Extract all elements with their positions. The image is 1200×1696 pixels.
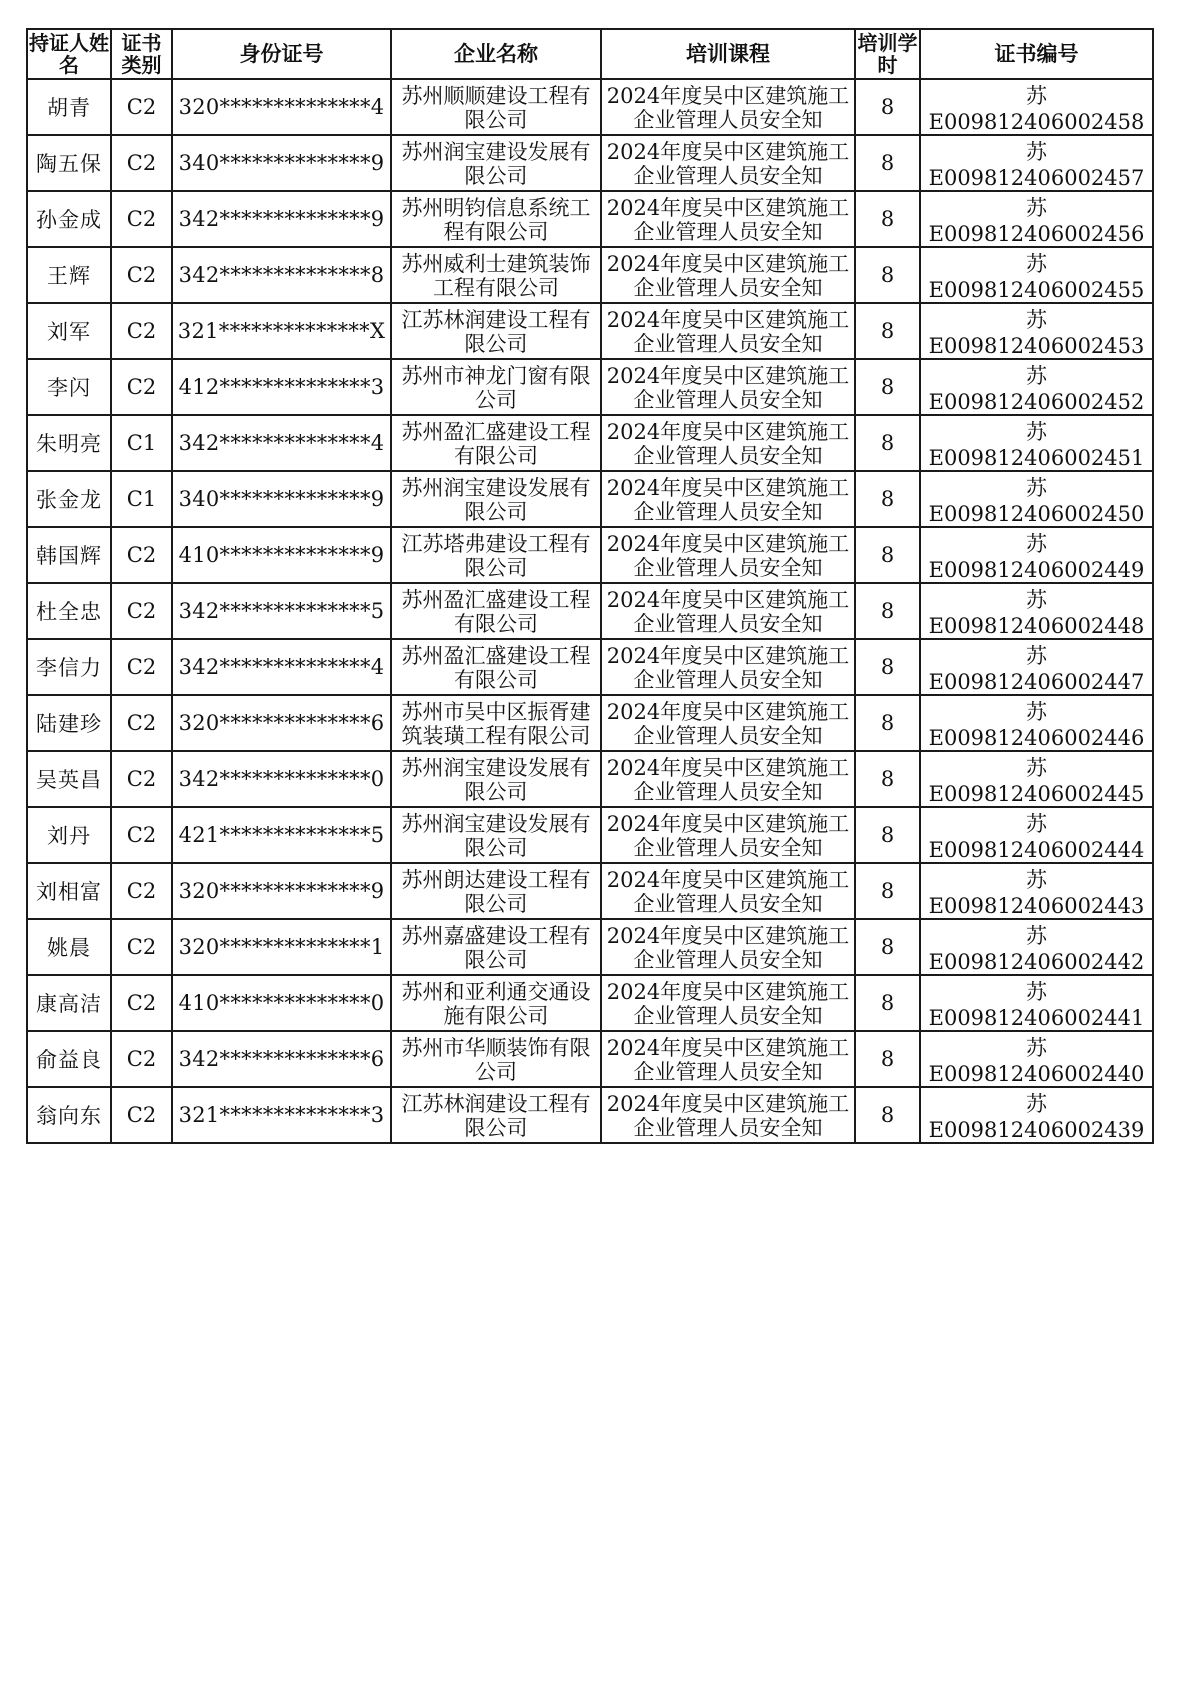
cell-name: 韩国辉 bbox=[27, 527, 111, 583]
cell-company-text: 苏州威利士建筑装饰工程有限公司 bbox=[401, 251, 591, 299]
cell-course-text: 2024年度吴中区建筑施工企业管理人员安全知 bbox=[606, 755, 850, 803]
cell-category: C2 bbox=[111, 1031, 172, 1087]
cell-course-text: 2024年度吴中区建筑施工企业管理人员安全知 bbox=[606, 419, 850, 467]
table-row bbox=[27, 919, 1153, 975]
cell-hours: 8 bbox=[855, 79, 920, 135]
cell-category: C1 bbox=[111, 471, 172, 527]
cell-id-number: 342**************6 bbox=[172, 1031, 391, 1087]
cell-name: 姚晨 bbox=[27, 919, 111, 975]
cell-cert-no: 苏E009812406002442 bbox=[920, 919, 1153, 975]
cell-id-number: 320**************9 bbox=[172, 863, 391, 919]
table-body bbox=[27, 79, 1153, 1143]
cell-id-number: 342**************8 bbox=[172, 247, 391, 303]
cell-course-text: 2024年度吴中区建筑施工企业管理人员安全知 bbox=[606, 699, 850, 747]
cell-company bbox=[391, 1031, 601, 1087]
cell-course-text: 2024年度吴中区建筑施工企业管理人员安全知 bbox=[606, 475, 850, 523]
cell-course bbox=[601, 583, 855, 639]
cell-cert-no: 苏E009812406002441 bbox=[920, 975, 1153, 1031]
cell-course bbox=[601, 415, 855, 471]
cell-category: C2 bbox=[111, 919, 172, 975]
header-company: 企业名称 bbox=[391, 29, 601, 79]
cell-category: C2 bbox=[111, 191, 172, 247]
cell-company-text: 苏州市华顺装饰有限公司 bbox=[401, 1035, 591, 1083]
cell-company bbox=[391, 527, 601, 583]
cell-company bbox=[391, 863, 601, 919]
table-row bbox=[27, 639, 1153, 695]
cell-course-text: 2024年度吴中区建筑施工企业管理人员安全知 bbox=[606, 643, 850, 691]
cell-course bbox=[601, 919, 855, 975]
cell-id-number: 342**************4 bbox=[172, 639, 391, 695]
cell-course bbox=[601, 1031, 855, 1087]
cell-id-number: 342**************0 bbox=[172, 751, 391, 807]
table-row bbox=[27, 191, 1153, 247]
cell-cert-no: 苏E009812406002447 bbox=[920, 639, 1153, 695]
cell-cert-no: 苏E009812406002455 bbox=[920, 247, 1153, 303]
cell-category: C2 bbox=[111, 807, 172, 863]
cell-course bbox=[601, 191, 855, 247]
header-hours: 培训学时 bbox=[855, 29, 920, 79]
cell-cert-no: 苏E009812406002452 bbox=[920, 359, 1153, 415]
cell-cert-no: 苏E009812406002444 bbox=[920, 807, 1153, 863]
cell-hours: 8 bbox=[855, 359, 920, 415]
cell-cert-no: 苏E009812406002457 bbox=[920, 135, 1153, 191]
cell-company bbox=[391, 583, 601, 639]
cell-hours: 8 bbox=[855, 975, 920, 1031]
cell-hours: 8 bbox=[855, 1031, 920, 1087]
table-row bbox=[27, 975, 1153, 1031]
table-row bbox=[27, 863, 1153, 919]
cell-company-text: 江苏塔弗建设工程有限公司 bbox=[401, 531, 591, 579]
cell-company bbox=[391, 695, 601, 751]
cell-hours: 8 bbox=[855, 527, 920, 583]
cell-name: 陶五保 bbox=[27, 135, 111, 191]
cell-course bbox=[601, 639, 855, 695]
header-name: 持证人姓名 bbox=[29, 31, 109, 77]
cell-id-number: 410**************0 bbox=[172, 975, 391, 1031]
cell-name: 王辉 bbox=[27, 247, 111, 303]
cell-category: C2 bbox=[111, 639, 172, 695]
cell-category: C2 bbox=[111, 695, 172, 751]
table-row bbox=[27, 807, 1153, 863]
cell-course bbox=[601, 527, 855, 583]
cell-company-text: 苏州润宝建设发展有限公司 bbox=[401, 755, 591, 803]
cell-id-number: 321**************X bbox=[172, 303, 391, 359]
cell-category: C2 bbox=[111, 863, 172, 919]
cell-hours: 8 bbox=[855, 135, 920, 191]
cell-category: C1 bbox=[111, 415, 172, 471]
cell-company-text: 苏州盈汇盛建设工程有限公司 bbox=[401, 419, 591, 467]
cell-company-text: 苏州明钧信息系统工程有限公司 bbox=[401, 195, 591, 243]
cell-course bbox=[601, 79, 855, 135]
cell-name: 陆建珍 bbox=[27, 695, 111, 751]
cell-hours: 8 bbox=[855, 639, 920, 695]
cell-hours: 8 bbox=[855, 583, 920, 639]
cell-course bbox=[601, 135, 855, 191]
cell-cert-no: 苏E009812406002451 bbox=[920, 415, 1153, 471]
cell-id-number: 342**************4 bbox=[172, 415, 391, 471]
cell-company-text: 苏州市吴中区振胥建筑装璜工程有限公司 bbox=[401, 699, 591, 747]
cell-hours: 8 bbox=[855, 415, 920, 471]
cell-id-number: 412**************3 bbox=[172, 359, 391, 415]
cell-id-number: 321**************3 bbox=[172, 1087, 391, 1143]
cell-course-text: 2024年度吴中区建筑施工企业管理人员安全知 bbox=[606, 363, 850, 411]
table-row bbox=[27, 79, 1153, 135]
cell-name: 李信力 bbox=[27, 639, 111, 695]
cell-name: 朱明亮 bbox=[27, 415, 111, 471]
cell-cert-no: 苏E009812406002445 bbox=[920, 751, 1153, 807]
cell-name: 俞益良 bbox=[27, 1031, 111, 1087]
cell-course bbox=[601, 695, 855, 751]
cell-company-text: 苏州盈汇盛建设工程有限公司 bbox=[401, 587, 591, 635]
cell-company-text: 江苏林润建设工程有限公司 bbox=[401, 1091, 591, 1139]
table-row bbox=[27, 1031, 1153, 1087]
cell-course-text: 2024年度吴中区建筑施工企业管理人员安全知 bbox=[606, 811, 850, 859]
cell-company bbox=[391, 247, 601, 303]
cell-category: C2 bbox=[111, 79, 172, 135]
cell-cert-no: 苏E009812406002443 bbox=[920, 863, 1153, 919]
cell-course-text: 2024年度吴中区建筑施工企业管理人员安全知 bbox=[606, 979, 850, 1027]
cell-name: 李闪 bbox=[27, 359, 111, 415]
cell-hours: 8 bbox=[855, 303, 920, 359]
cell-company-text: 苏州润宝建设发展有限公司 bbox=[401, 811, 591, 859]
cell-hours: 8 bbox=[855, 919, 920, 975]
cell-name: 杜全忠 bbox=[27, 583, 111, 639]
cell-name: 翁向东 bbox=[27, 1087, 111, 1143]
cell-company bbox=[391, 303, 601, 359]
cell-course-text: 2024年度吴中区建筑施工企业管理人员安全知 bbox=[606, 139, 850, 187]
cell-course bbox=[601, 975, 855, 1031]
cell-company bbox=[391, 135, 601, 191]
cell-company bbox=[391, 751, 601, 807]
cell-company-text: 苏州市神龙门窗有限公司 bbox=[401, 363, 591, 411]
cell-name: 刘相富 bbox=[27, 863, 111, 919]
cell-category: C2 bbox=[111, 583, 172, 639]
cell-course-text: 2024年度吴中区建筑施工企业管理人员安全知 bbox=[606, 1091, 850, 1139]
table-row bbox=[27, 527, 1153, 583]
header-course: 培训课程 bbox=[601, 29, 855, 79]
cell-hours: 8 bbox=[855, 247, 920, 303]
cell-category: C2 bbox=[111, 135, 172, 191]
cell-company bbox=[391, 471, 601, 527]
table-row bbox=[27, 415, 1153, 471]
cell-id-number: 421**************5 bbox=[172, 807, 391, 863]
cell-cert-no: 苏E009812406002450 bbox=[920, 471, 1153, 527]
certificate-roster-table bbox=[26, 28, 1154, 1144]
header-row bbox=[27, 29, 1153, 79]
cell-course bbox=[601, 863, 855, 919]
table-row bbox=[27, 247, 1153, 303]
cell-category: C2 bbox=[111, 975, 172, 1031]
cell-name: 张金龙 bbox=[27, 471, 111, 527]
cell-course bbox=[601, 471, 855, 527]
cell-cert-no: 苏E009812406002440 bbox=[920, 1031, 1153, 1087]
cell-company-text: 江苏林润建设工程有限公司 bbox=[401, 307, 591, 355]
table-row bbox=[27, 1087, 1153, 1143]
cell-course-text: 2024年度吴中区建筑施工企业管理人员安全知 bbox=[606, 83, 850, 131]
cell-id-number: 320**************1 bbox=[172, 919, 391, 975]
cell-company bbox=[391, 415, 601, 471]
cell-company bbox=[391, 359, 601, 415]
cell-hours: 8 bbox=[855, 1087, 920, 1143]
cell-cert-no: 苏E009812406002449 bbox=[920, 527, 1153, 583]
cell-company bbox=[391, 639, 601, 695]
cell-name: 刘军 bbox=[27, 303, 111, 359]
cell-name: 康高洁 bbox=[27, 975, 111, 1031]
cell-company bbox=[391, 191, 601, 247]
cell-company-text: 苏州润宝建设发展有限公司 bbox=[401, 475, 591, 523]
cell-hours: 8 bbox=[855, 751, 920, 807]
cell-name: 吴英昌 bbox=[27, 751, 111, 807]
cell-cert-no: 苏E009812406002446 bbox=[920, 695, 1153, 751]
cell-id-number: 320**************4 bbox=[172, 79, 391, 135]
cell-category: C2 bbox=[111, 303, 172, 359]
table-row bbox=[27, 695, 1153, 751]
cell-course-text: 2024年度吴中区建筑施工企业管理人员安全知 bbox=[606, 587, 850, 635]
cell-id-number: 340**************9 bbox=[172, 471, 391, 527]
cell-course-text: 2024年度吴中区建筑施工企业管理人员安全知 bbox=[606, 307, 850, 355]
cell-course bbox=[601, 303, 855, 359]
table-row bbox=[27, 359, 1153, 415]
cell-course-text: 2024年度吴中区建筑施工企业管理人员安全知 bbox=[606, 195, 850, 243]
cell-hours: 8 bbox=[855, 807, 920, 863]
cell-course-text: 2024年度吴中区建筑施工企业管理人员安全知 bbox=[606, 1035, 850, 1083]
cell-cert-no: 苏E009812406002448 bbox=[920, 583, 1153, 639]
cell-category: C2 bbox=[111, 1087, 172, 1143]
cell-cert-no: 苏E009812406002458 bbox=[920, 79, 1153, 135]
cell-hours: 8 bbox=[855, 471, 920, 527]
cell-cert-no: 苏E009812406002439 bbox=[920, 1087, 1153, 1143]
cell-hours: 8 bbox=[855, 695, 920, 751]
cell-name: 刘丹 bbox=[27, 807, 111, 863]
cell-id-number: 342**************5 bbox=[172, 583, 391, 639]
cell-course bbox=[601, 751, 855, 807]
cell-hours: 8 bbox=[855, 863, 920, 919]
cell-company-text: 苏州嘉盛建设工程有限公司 bbox=[401, 923, 591, 971]
cell-category: C2 bbox=[111, 527, 172, 583]
table-row bbox=[27, 303, 1153, 359]
header-category: 证书类别 bbox=[111, 29, 172, 79]
cell-name: 胡青 bbox=[27, 79, 111, 135]
cell-company-text: 苏州润宝建设发展有限公司 bbox=[401, 139, 591, 187]
cell-course bbox=[601, 807, 855, 863]
cell-category: C2 bbox=[111, 247, 172, 303]
cell-course bbox=[601, 1087, 855, 1143]
cell-company bbox=[391, 919, 601, 975]
cell-course-text: 2024年度吴中区建筑施工企业管理人员安全知 bbox=[606, 923, 850, 971]
table-row bbox=[27, 583, 1153, 639]
cell-cert-no: 苏E009812406002456 bbox=[920, 191, 1153, 247]
cell-id-number: 342**************9 bbox=[172, 191, 391, 247]
cell-id-number: 320**************6 bbox=[172, 695, 391, 751]
cell-company-text: 苏州盈汇盛建设工程有限公司 bbox=[401, 643, 591, 691]
cell-name: 孙金成 bbox=[27, 191, 111, 247]
cell-category: C2 bbox=[111, 751, 172, 807]
table-row bbox=[27, 751, 1153, 807]
cell-course bbox=[601, 359, 855, 415]
header-id-number: 身份证号 bbox=[172, 29, 391, 79]
cell-cert-no: 苏E009812406002453 bbox=[920, 303, 1153, 359]
cell-company bbox=[391, 807, 601, 863]
cell-company bbox=[391, 79, 601, 135]
cell-course-text: 2024年度吴中区建筑施工企业管理人员安全知 bbox=[606, 251, 850, 299]
cell-company bbox=[391, 975, 601, 1031]
cell-company-text: 苏州朗达建设工程有限公司 bbox=[401, 867, 591, 915]
cell-course bbox=[601, 247, 855, 303]
cell-hours: 8 bbox=[855, 191, 920, 247]
cell-category: C2 bbox=[111, 359, 172, 415]
cell-course-text: 2024年度吴中区建筑施工企业管理人员安全知 bbox=[606, 531, 850, 579]
table-row bbox=[27, 135, 1153, 191]
cell-course-text: 2024年度吴中区建筑施工企业管理人员安全知 bbox=[606, 867, 850, 915]
table-row bbox=[27, 471, 1153, 527]
cell-company bbox=[391, 1087, 601, 1143]
cell-company-text: 苏州顺顺建设工程有限公司 bbox=[401, 83, 591, 131]
cell-id-number: 340**************9 bbox=[172, 135, 391, 191]
cell-id-number: 410**************9 bbox=[172, 527, 391, 583]
cell-company-text: 苏州和亚利通交通设施有限公司 bbox=[401, 979, 591, 1027]
header-cert-no: 证书编号 bbox=[920, 29, 1153, 79]
